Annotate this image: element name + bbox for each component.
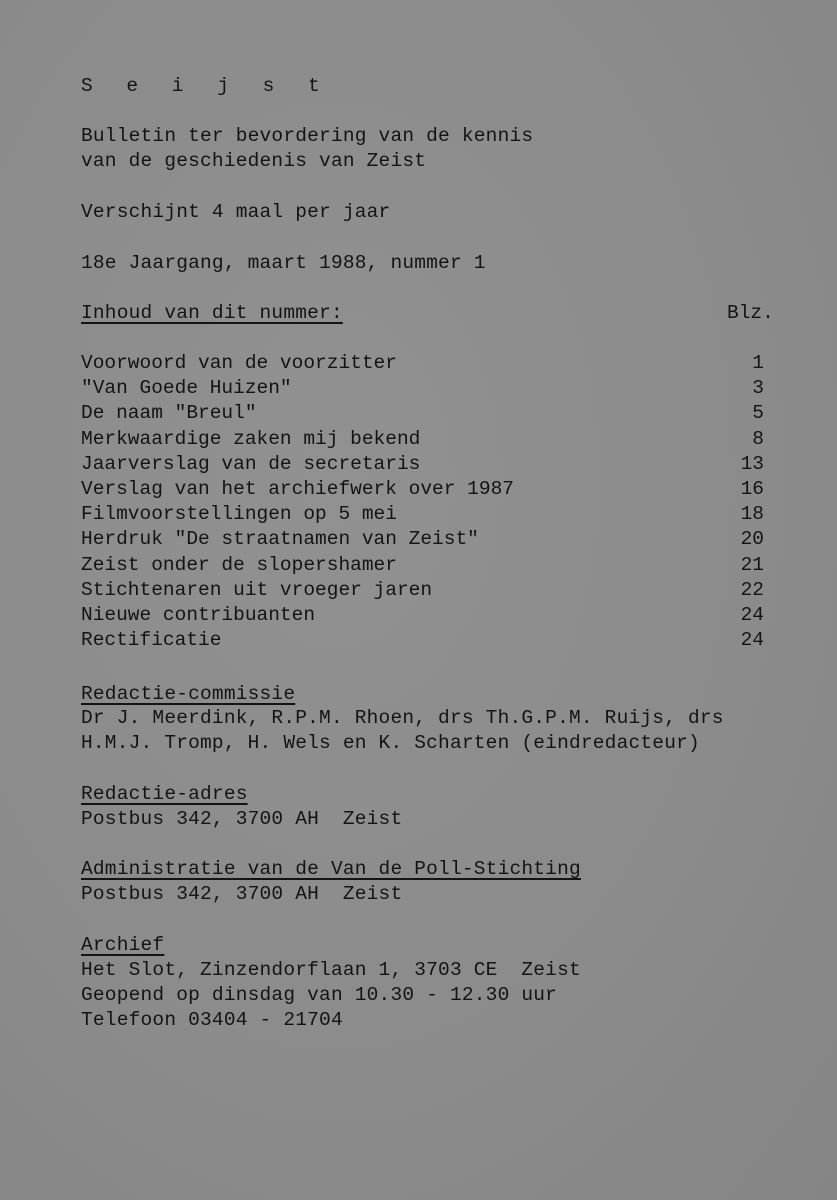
toc-entry: [81, 477, 764, 502]
issue-text: 18e Jaargang, maart 1988, nummer 1: [81, 252, 486, 274]
toc-entry-page: 3: [752, 377, 764, 400]
toc-entry-title: Nieuwe contribuanten: [81, 604, 316, 627]
toc-entry-page: 8: [752, 427, 764, 450]
toc-entry-page: 21: [740, 553, 764, 576]
toc-entry-title: Stichtenaren uit vroeger jaren: [81, 578, 433, 601]
toc-entry-title: Rectificatie: [81, 629, 222, 652]
toc-entry-page: 18: [740, 503, 764, 526]
redactie-commissie-line-1: Dr J. Meerdink, R.P.M. Rhoen, drs Th.G.P.M. Ruijs, drs: [81, 707, 724, 729]
toc-entry-title: Verslag van het archiefwerk over 1987: [81, 478, 514, 501]
toc-entry-page: 24: [740, 604, 764, 627]
redactie-adres-heading: Redactie-adres: [81, 783, 248, 805]
redactie-adres-line: Postbus 342, 3700 AH Zeist: [81, 808, 403, 830]
toc-entry: [81, 578, 764, 603]
redactie-commissie-heading: Redactie-commissie: [81, 683, 296, 705]
toc-entry: [81, 502, 764, 527]
subtitle-line-2: van de geschiedenis van Zeist: [81, 150, 427, 172]
toc-page-column-label: Blz.: [727, 302, 774, 324]
toc-entry-page: 13: [740, 452, 764, 475]
toc-entry-page: 24: [740, 629, 764, 652]
toc-entry: [81, 376, 764, 401]
toc-entry-page: 5: [752, 402, 764, 425]
toc-entry-title: Voorwoord van de voorzitter: [81, 352, 397, 374]
frequency-text: Verschijnt 4 maal per jaar: [81, 201, 391, 223]
table-of-contents: [81, 351, 764, 653]
toc-entry-title: Merkwaardige zaken mij bekend: [81, 427, 421, 450]
toc-entry-title: Herdruk "De straatnamen van Zeist": [81, 528, 479, 551]
toc-heading: Inhoud van dit nummer:: [81, 302, 343, 324]
toc-entry-page: 20: [740, 528, 764, 551]
archief-line-2: Geopend op dinsdag van 10.30 - 12.30 uur: [81, 984, 558, 1006]
toc-entry-page: 16: [740, 478, 764, 501]
toc-entry-page: 22: [740, 578, 764, 601]
toc-entry-title: "Van Goede Huizen": [81, 377, 292, 400]
archief-line-1: Het Slot, Zinzendorflaan 1, 3703 CE Zeist: [81, 959, 581, 981]
administratie-heading: Administratie van de Van de Poll-Stichting: [81, 858, 581, 880]
administratie-line: Postbus 342, 3700 AH Zeist: [81, 883, 403, 905]
toc-entry: [81, 628, 764, 653]
toc-entry: [81, 427, 764, 452]
toc-entry: [81, 553, 764, 578]
toc-entry: [81, 452, 764, 477]
archief-heading: Archief: [81, 934, 165, 956]
subtitle-line-1: Bulletin ter bevordering van de kennis: [81, 125, 534, 147]
toc-entry: [81, 401, 764, 426]
toc-entry: [81, 527, 764, 552]
toc-entry-title: Filmvoorstellingen op 5 mei: [81, 503, 397, 526]
toc-entry: [81, 351, 764, 376]
toc-entry-title: Jaarverslag van de secretaris: [81, 452, 421, 475]
toc-entry-page: 1: [752, 352, 764, 374]
publication-title: S e i j s t: [81, 75, 331, 97]
archief-line-3: Telefoon 03404 - 21704: [81, 1009, 343, 1031]
toc-entry-title: Zeist onder de slopershamer: [81, 553, 397, 576]
toc-entry: [81, 603, 764, 628]
toc-entry-title: De naam "Breul": [81, 402, 257, 425]
redactie-commissie-line-2: H.M.J. Tromp, H. Wels en K. Scharten (eindredacteur): [81, 732, 700, 754]
